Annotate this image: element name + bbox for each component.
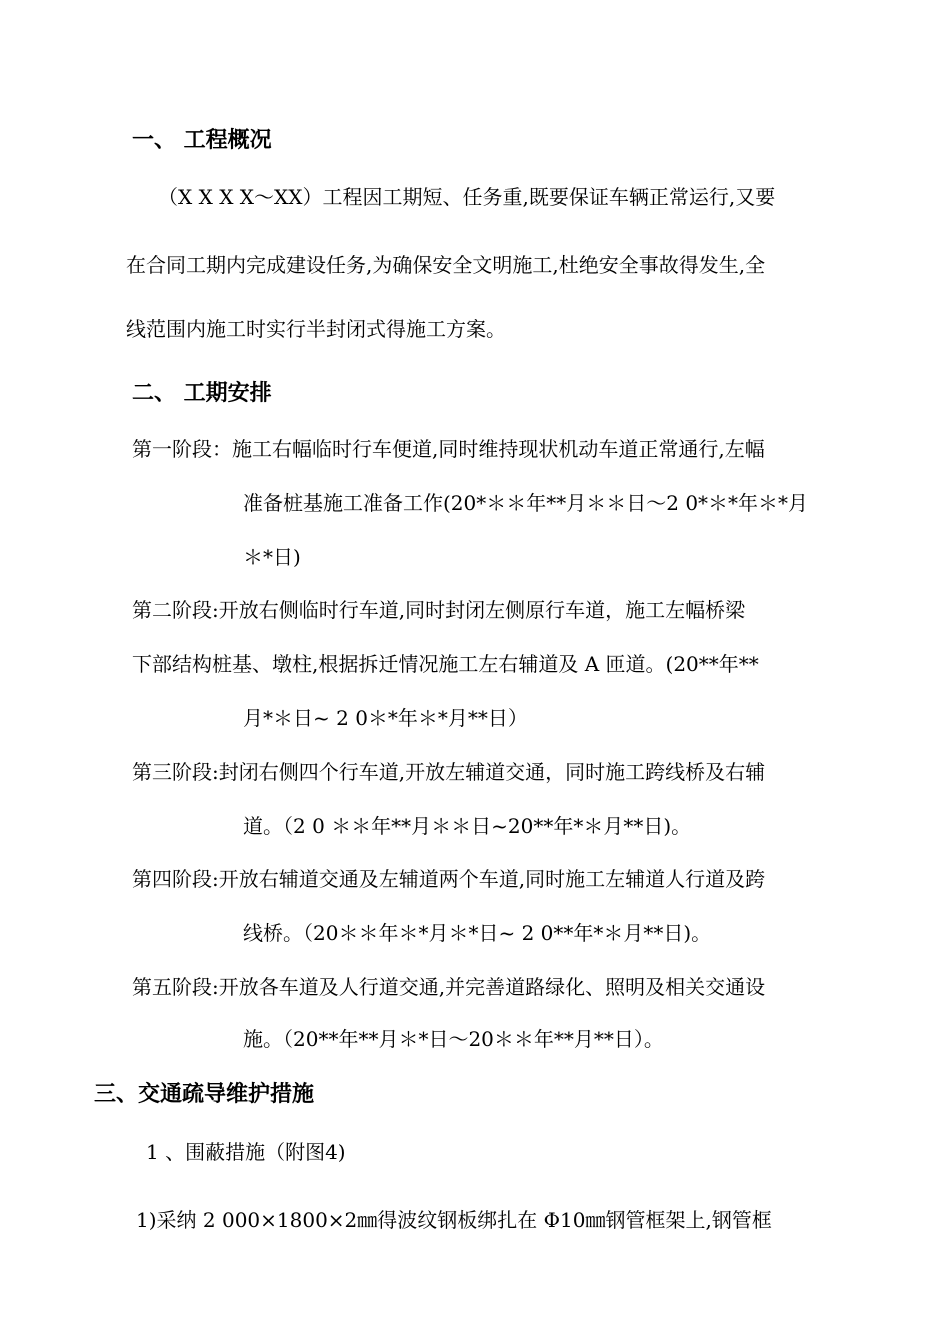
phase-line: 准备桩基施工准备工作(20*＊＊年**月＊＊日～2 0*＊*年＊*月 xyxy=(243,491,809,515)
paragraph-line: （X X X X～XX）工程因工期短、任务重,既要保证车辆正常运行,又要 xyxy=(158,185,776,209)
phase-line: 第三阶段:封闭右侧四个行车道,开放左辅道交通，同时施工跨线桥及右辅 xyxy=(132,760,766,784)
paragraph-line: 线范围内施工时实行半封闭式得施工方案。 xyxy=(126,317,506,341)
phase-line: 线桥。（20＊＊年＊*月＊*日~ 2 0**年*＊月**日)。 xyxy=(243,921,712,945)
phase-line: 第四阶段:开放右辅道交通及左辅道两个车道,同时施工左辅道人行道及跨 xyxy=(132,867,766,891)
phase-line: 月*＊日~ 2 0＊*年＊*月**日） xyxy=(243,706,528,730)
phase-line: 道。（2 0 ＊＊年**月＊＊日~20**年*＊月**日)。 xyxy=(243,814,692,838)
paragraph-line: 在合同工期内完成建设任务,为确保安全文明施工,杜绝安全事故得发生,全 xyxy=(126,253,766,277)
phase-line: 第一阶段：施工右幅临时行车便道,同时维持现状机动车道正常通行,左幅 xyxy=(132,437,765,461)
section-heading: 二、 工期安排 xyxy=(132,381,272,406)
paragraph-line: 1)采纳 2 000×1800×2㎜得波纹钢板绑扎在 Φ10㎜钢管框架上,钢管框 xyxy=(136,1208,772,1232)
phase-line: 施。（20**年**月＊*日～20＊＊年**月**日）。 xyxy=(243,1027,664,1051)
phase-line: 第二阶段:开放右侧临时行车道,同时封闭左侧原行车道，施工左幅桥梁 xyxy=(132,598,746,622)
phase-line: ＊*日) xyxy=(243,545,301,569)
paragraph-line: 1 、围蔽措施（附图4) xyxy=(146,1140,346,1164)
phase-line: 第五阶段:开放各车道及人行道交通,并完善道路绿化、照明及相关交通设 xyxy=(132,975,766,999)
section-heading: 一、 工程概况 xyxy=(132,128,272,153)
phase-line: 下部结构桩基、墩柱,根据拆迁情况施工左右辅道及 A 匝道。(20**年** xyxy=(132,652,759,676)
section-heading: 三、交通疏导维护措施 xyxy=(94,1082,315,1107)
